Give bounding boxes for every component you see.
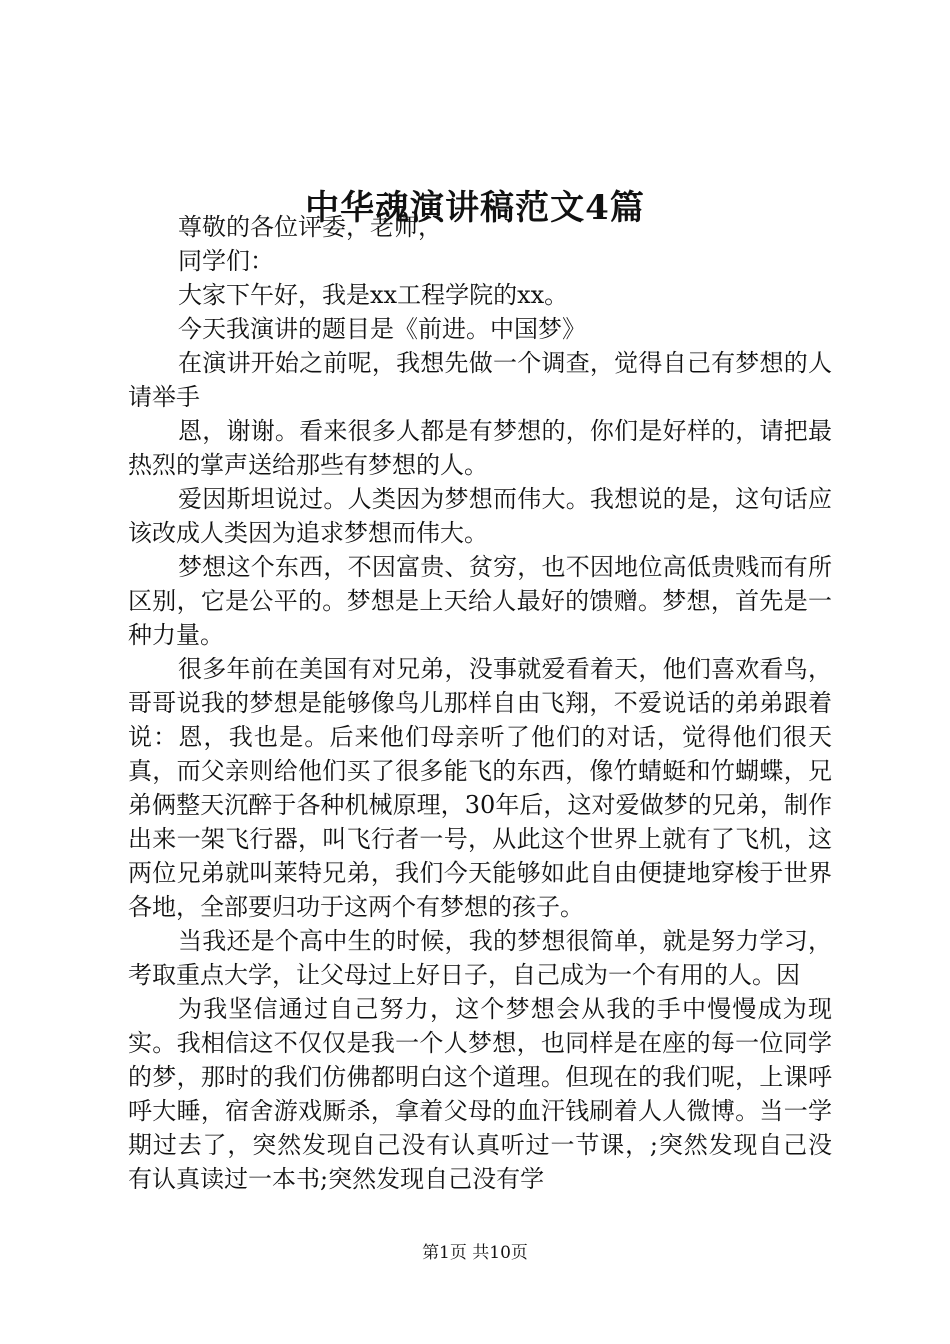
- document-body: [128, 210, 832, 1196]
- paragraph-3: 大家下午好，我是xx工程学院的xx。: [178, 281, 569, 309]
- page-number-footer: 第1页 共10页: [422, 1243, 528, 1263]
- paragraph-2: 同学们：: [178, 247, 274, 275]
- paragraph-6: 恩，谢谢。看来很多人都是有梦想的，你们是好样的，请把最热烈的掌声送给那些有梦想的人。: [128, 417, 832, 479]
- paragraph-8: 梦想这个东西，不因富贵、贫穷，也不因地位高低贵贱而有所区别，它是公平的。梦想是上天给人最好的馈赠。梦想，首先是一种力量。: [128, 553, 832, 649]
- paragraph-9: 很多年前在美国有对兄弟，没事就爱看着天，他们喜欢看鸟，哥哥说我的梦想是能够像鸟儿那样自由飞翔，不爱说话的弟弟跟着说：恩，我也是。后来他们母亲听了他们的对话，觉得他们很天真，而父亲则给他们买了很多能飞的东西，像竹蜻蜓和竹蝴蝶，兄弟俩整天沉醉于各种机械原理，30年后，这对爱做梦的兄弟，制作出来一架飞行器，叫飞行者一号，从此这个世界上就有了飞机，这两位兄弟就叫莱特兄弟，我们今天能够如此自由便捷地穿梭于世界各地，全部要归功于这两个有梦想的孩子。: [128, 655, 832, 921]
- paragraph-10: 当我还是个高中生的时候，我的梦想很简单，就是努力学习，考取重点大学，让父母过上好日子，自己成为一个有用的人。因: [128, 927, 832, 989]
- paragraph-11: 为我坚信通过自己努力，这个梦想会从我的手中慢慢成为现实。我相信这不仅仅是我一个人梦想，也同样是在座的每一位同学的梦，那时的我们仿佛都明白这个道理。但现在的我们呢，上课呼呼大睡，宿舍游戏厮杀，拿着父母的血汗钱刷着人人微博。当一学期过去了，突然发现自己没有认真听过一节课，;突然发现自己没有认真读过一本书;突然发现自己没有学: [128, 995, 832, 1193]
- paragraph-1: 尊敬的各位评委，老师，: [178, 213, 442, 241]
- paragraph-7: 爱因斯坦说过。人类因为梦想而伟大。我想说的是，这句话应该改成人类因为追求梦想而伟大。: [128, 485, 832, 547]
- document-title: 中华魂演讲稿范文4篇: [305, 188, 645, 228]
- paragraph-5: 在演讲开始之前呢，我想先做一个调查，觉得自己有梦想的人请举手: [128, 349, 832, 411]
- paragraph-4: 今天我演讲的题目是《前进。中国梦》: [178, 315, 586, 343]
